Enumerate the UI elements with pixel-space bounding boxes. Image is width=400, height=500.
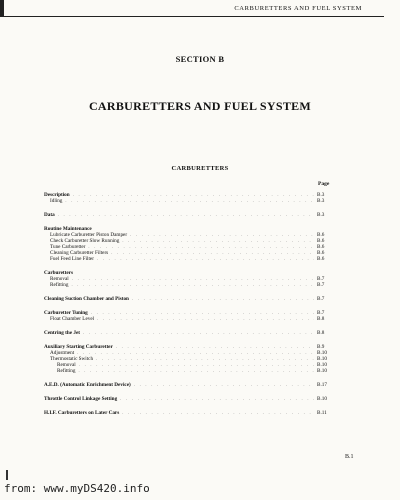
- toc-entry: [44, 256, 331, 262]
- toc-entry-label: Fuel Feed Line Filter: [50, 256, 94, 262]
- toc-entry-page: B.10: [317, 350, 327, 356]
- dot-leader: [122, 410, 314, 416]
- toc-entry-label: Float Chamber Level: [50, 316, 95, 322]
- toc-entry-page: B.10: [317, 368, 327, 374]
- toc-entry: [44, 198, 331, 204]
- toc-entry: [44, 330, 331, 336]
- toc-group: [44, 410, 331, 416]
- toc-entry-label: Idling: [50, 198, 63, 204]
- toc-entry-label: Tune Carburetter: [50, 244, 86, 250]
- toc-entry-label: H.I.F. Carburetters on Later Cars: [44, 410, 120, 416]
- toc-entry-page: B.17: [317, 382, 327, 388]
- toc-entry-label: Check Carburetter Slow Running: [50, 238, 120, 244]
- toc-entry-page: B.8: [317, 316, 325, 322]
- dot-leader: [65, 198, 314, 204]
- top-rule: [0, 16, 384, 17]
- toc-group: [44, 344, 331, 374]
- toc-entry-page: B.6: [317, 256, 325, 262]
- toc-group-heading: Routine Maintenance: [44, 226, 92, 232]
- toc-entry: [44, 212, 331, 218]
- toc-entry: [44, 296, 331, 302]
- toc-entry-label: Cleaning Suction Chamber and Piston: [44, 296, 129, 302]
- toc-entry: [44, 368, 331, 374]
- toc-entry-label: Removal: [50, 276, 69, 282]
- toc-entry-page: B.10: [317, 356, 327, 362]
- toc-group: [44, 330, 331, 336]
- dot-leader: [132, 296, 314, 302]
- dot-leader: [71, 282, 314, 288]
- toc-entry-label: Data: [44, 212, 55, 218]
- toc-entry-label: Auxiliary Starting Carburetter: [44, 344, 113, 350]
- dot-leader: [97, 256, 314, 262]
- toc-group: [44, 296, 331, 302]
- toc-entry-page: B.6: [317, 250, 325, 256]
- running-head: CARBURETTERS AND FUEL SYSTEM: [234, 5, 362, 12]
- toc-group-heading: Carburetters: [44, 270, 74, 276]
- toc-entry: [44, 396, 331, 402]
- toc-entry-page: B.3: [317, 212, 325, 218]
- left-edge-bar: [0, 0, 4, 16]
- toc-group: [44, 382, 331, 388]
- corner-mark: [6, 470, 8, 480]
- toc-entry-page: B.10: [317, 362, 327, 368]
- toc-entry-label: Centring the Jet: [44, 330, 81, 336]
- table-of-contents: [44, 192, 331, 424]
- toc-entry-label: Adjustment: [50, 350, 75, 356]
- toc-entry-page: B.7: [317, 310, 325, 316]
- toc-entry-label: Removal: [57, 362, 76, 368]
- toc-entry: [44, 410, 331, 416]
- toc-entry-label: Throttle Control Linkage Setting: [44, 396, 118, 402]
- dot-leader: [97, 316, 314, 322]
- toc-entry-label: Refitting: [50, 282, 69, 288]
- toc-entry-label: Refitting: [57, 368, 76, 374]
- toc-entry-page: B.7: [317, 276, 325, 282]
- toc-group: [44, 192, 331, 204]
- dot-leader: [120, 396, 314, 402]
- toc-entry: [44, 282, 331, 288]
- contents-title: CARBURETTERS: [171, 165, 229, 172]
- toc-group: [44, 396, 331, 402]
- toc-entry-page: B.11: [317, 410, 327, 416]
- toc-entry-page: B.10: [317, 396, 327, 402]
- toc-entry-page: B.7: [317, 296, 325, 302]
- dot-leader: [83, 330, 314, 336]
- page-number: B.1: [345, 454, 354, 460]
- toc-entry-page: B.8: [317, 330, 325, 336]
- section-title: SECTION B: [175, 54, 225, 64]
- toc-entry-label: Thermostatic Switch: [50, 356, 94, 362]
- toc-group: [44, 310, 331, 322]
- toc-group: [44, 212, 331, 218]
- toc-entry-page: B.9: [317, 344, 325, 350]
- toc-entry-page: B.6: [317, 238, 325, 244]
- toc-entry-label: Lubricate Carburetter Piston Damper: [50, 232, 128, 238]
- toc-entry-page: B.6: [317, 232, 325, 238]
- toc-entry-label: Description: [44, 192, 70, 198]
- toc-entry: [44, 316, 331, 322]
- watermark: from: www.myDS420.info: [4, 482, 150, 495]
- toc-entry: [44, 382, 331, 388]
- dot-leader: [58, 212, 314, 218]
- main-title: CARBURETTERS AND FUEL SYSTEM: [88, 99, 312, 113]
- toc-entry-label: Carburetter Tuning: [44, 310, 88, 316]
- toc-entry-page: B.6: [317, 244, 325, 250]
- toc-entry-page: B.3: [317, 192, 325, 198]
- toc-group: [44, 226, 331, 262]
- toc-entry-label: Cleaning Carburetter Filters: [50, 250, 109, 256]
- page-column-label: Page: [318, 181, 330, 187]
- dot-leader: [78, 368, 314, 374]
- toc-entry-page: B.7: [317, 282, 325, 288]
- toc-entry-label: A.E.D. (Automatic Enrichment Device): [44, 382, 131, 388]
- toc-group: [44, 270, 331, 288]
- dot-leader: [134, 382, 314, 388]
- toc-entry-page: B.3: [317, 198, 325, 204]
